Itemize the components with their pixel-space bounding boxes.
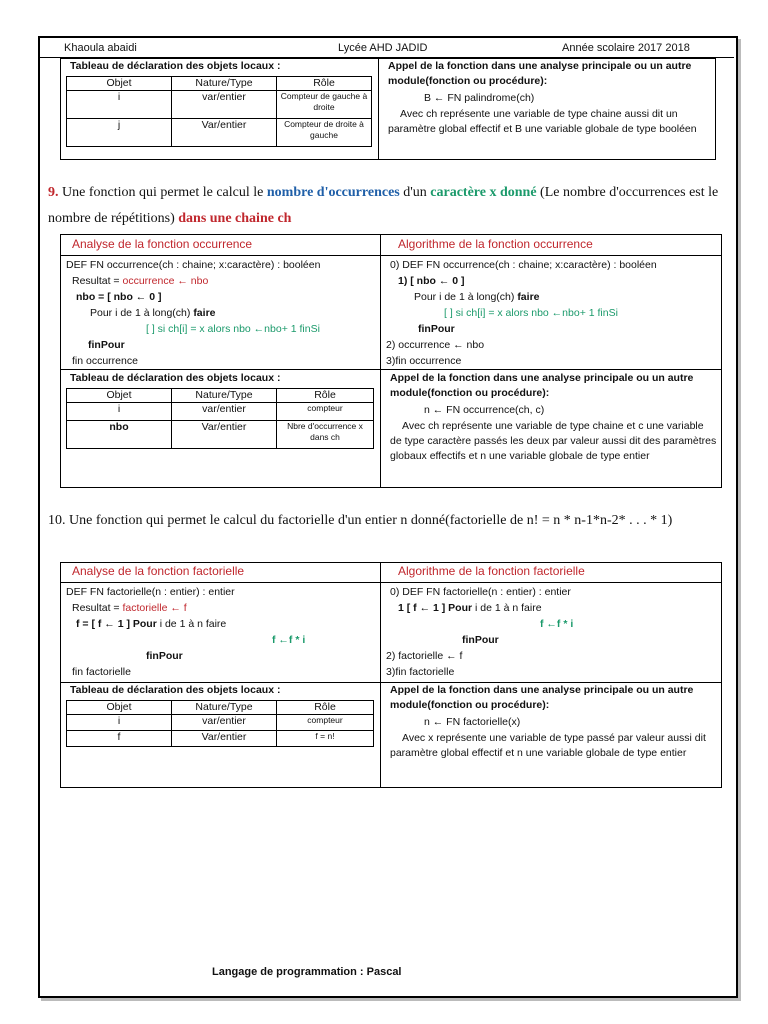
col-objet: Objet bbox=[67, 77, 172, 91]
top-call-desc: Avec ch représente une variable de type chaine aussi dit un paramètre global effectif et B une variable globale de type booléen bbox=[388, 108, 697, 135]
top-decl-table bbox=[66, 76, 372, 147]
table-row: nbo Var/entier Nbre d'occurrence x dans ch bbox=[67, 421, 374, 449]
table-row: i var/entier compteur bbox=[67, 403, 374, 421]
header-year: Année scolaire 2017 2018 bbox=[562, 42, 690, 54]
top-call-line: B ← FN palindrome(ch) bbox=[424, 92, 535, 104]
col-type: Nature/Type bbox=[172, 77, 277, 91]
q10-decl-table: Objet Nature/Type Rôle i var/entier compteur f Var/entier f = n! bbox=[66, 700, 374, 747]
table-row: f Var/entier f = n! bbox=[67, 731, 374, 747]
header-school: Lycée AHD JADID bbox=[338, 42, 428, 54]
q9-algo-title: Algorithme de la fonction occurrence bbox=[398, 237, 593, 251]
question-9: 9. Une fonction qui permet le calcul le nombre d'occurrences d'un caractère x donné (Le nombre d'occurrences est le nombre de répétitions) dans une chaine ch bbox=[48, 185, 719, 226]
q9-analyse-title: Analyse de la fonction occurrence bbox=[72, 237, 253, 251]
top-table-title: Tableau de déclaration des objets locaux : bbox=[70, 60, 281, 72]
table-row: i var/entier compteur bbox=[67, 715, 374, 731]
top-call-title: Appel de la fonction dans une analyse principale ou un autre module(fonction ou procédure): bbox=[388, 60, 692, 87]
table-row: j Var/entier Compteur de droite à gauche bbox=[67, 119, 372, 147]
question-10: 10. Une fonction qui permet le calcul du factorielle d'un entier n donné(factorielle de n! = n * n-1*n-2* . . . * 1) bbox=[48, 513, 673, 528]
footer-language: Langage de programmation : Pascal bbox=[212, 966, 402, 978]
col-role: Rôle bbox=[277, 77, 372, 91]
q9-decl-table: Objet Nature/Type Rôle i var/entier compteur nbo Var/entier Nbre d'occurrence x dans ch bbox=[66, 388, 374, 449]
header-author: Khaoula abaidi bbox=[64, 42, 137, 54]
table-row: i var/entier Compteur de gauche à droite bbox=[67, 91, 372, 119]
